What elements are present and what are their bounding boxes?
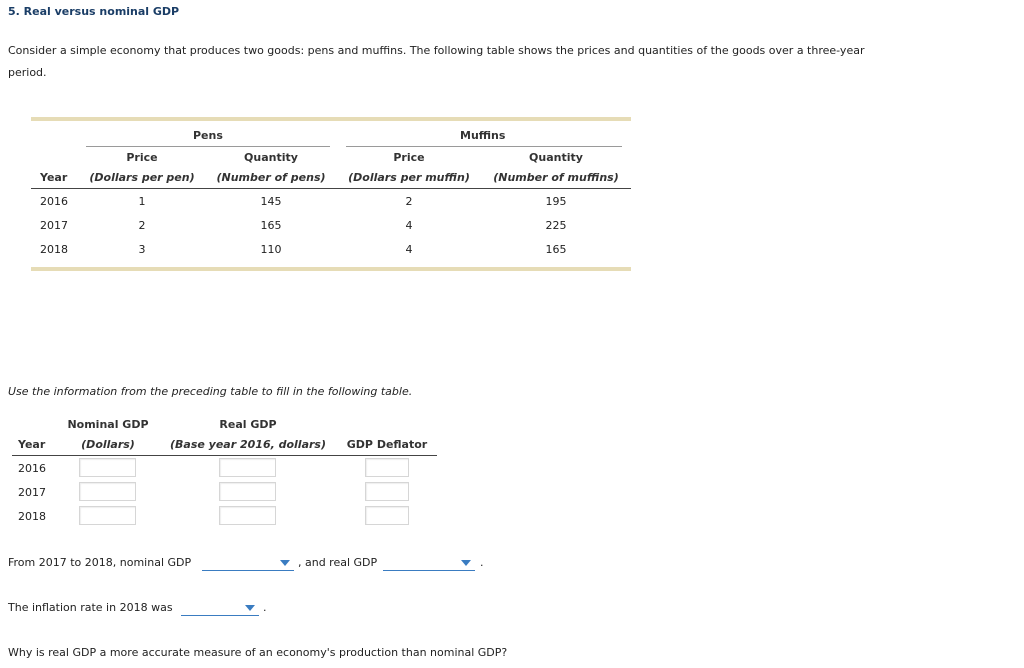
dropdown-arrow-icon [280, 560, 290, 566]
col-real-gdp-unit: (Base year 2016, dollars) [170, 438, 326, 451]
gdp-deflator-2017-input[interactable] [365, 482, 409, 501]
table-bottom-rule [31, 267, 631, 271]
pen-quantity-cell: 145 [260, 195, 282, 208]
instruction-text: Use the information from the preceding table to fill in the following table. [8, 385, 413, 398]
col-muffin-quantity-unit: (Number of muffins) [493, 171, 619, 184]
row-year: 2017 [18, 486, 46, 499]
muffin-quantity-cell: 225 [545, 219, 567, 232]
col-pens-price: Price [126, 151, 158, 164]
header-bottom-rule [31, 188, 631, 189]
real-gdp-2018-input[interactable] [219, 506, 276, 525]
nominal-change-dropdown[interactable] [202, 556, 294, 571]
col-real-gdp: Real GDP [219, 418, 277, 431]
muffin-price-cell: 4 [405, 219, 413, 232]
change-middle: , and real GDP [298, 556, 378, 569]
real-gdp-2017-input[interactable] [219, 482, 276, 501]
col-pens-quantity: Quantity [244, 151, 298, 164]
pen-quantity-cell: 110 [260, 243, 282, 256]
col-muffin-price: Price [393, 151, 425, 164]
row-year: 2018 [40, 243, 68, 256]
nominal-gdp-2018-input[interactable] [79, 506, 136, 525]
gdp-deflator-2016-input[interactable] [365, 458, 409, 477]
pen-price-cell: 2 [138, 219, 146, 232]
intro-text: Consider a simple economy that produces two goods: pens and muffins. The following table shows the prices and quantities of the goods over a three-year period. [8, 44, 865, 79]
question-title: 5. Real versus nominal GDP [8, 5, 180, 18]
gdp-deflator-2018-input[interactable] [365, 506, 409, 525]
inflation-prefix: The inflation rate in 2018 was [8, 601, 173, 614]
dropdown-arrow-icon [461, 560, 471, 566]
real-change-dropdown[interactable] [383, 556, 475, 571]
pens-group-rule [86, 146, 330, 147]
dropdown-arrow-icon [245, 605, 255, 611]
inflation-suffix: . [263, 601, 267, 614]
nominal-gdp-2016-input[interactable] [79, 458, 136, 477]
col-year: Year [40, 171, 68, 184]
nominal-gdp-2017-input[interactable] [79, 482, 136, 501]
muffins-group-rule [346, 146, 622, 147]
row-year: 2017 [40, 219, 68, 232]
table-top-rule [31, 117, 631, 121]
group-header-muffins: Muffins [460, 129, 506, 142]
group-header-pens: Pens [193, 129, 223, 142]
col-year: Year [18, 438, 46, 451]
col-muffin-price-unit: (Dollars per muffin) [348, 171, 470, 184]
col-gdp-deflator: GDP Deflator [346, 438, 428, 451]
muffin-quantity-cell: 195 [545, 195, 567, 208]
why-real-gdp-question: Why is real GDP a more accurate measure of an economy's production than nominal GDP? [8, 646, 508, 659]
pen-quantity-cell: 165 [260, 219, 282, 232]
col-pens-price-unit: (Dollars per pen) [89, 171, 195, 184]
muffin-quantity-cell: 165 [545, 243, 567, 256]
col-nominal-gdp-unit: (Dollars) [81, 438, 135, 451]
gdp-header-rule [12, 455, 437, 456]
change-prefix: From 2017 to 2018, nominal GDP [8, 556, 192, 569]
pen-price-cell: 3 [138, 243, 146, 256]
pen-price-cell: 1 [138, 195, 146, 208]
muffin-price-cell: 2 [405, 195, 413, 208]
col-nominal-gdp: Nominal GDP [67, 418, 149, 431]
inflation-rate-dropdown[interactable] [181, 601, 259, 616]
muffin-price-cell: 4 [405, 243, 413, 256]
col-pens-quantity-unit: (Number of pens) [216, 171, 326, 184]
real-gdp-2016-input[interactable] [219, 458, 276, 477]
row-year: 2018 [18, 510, 46, 523]
row-year: 2016 [18, 462, 46, 475]
row-year: 2016 [40, 195, 68, 208]
change-suffix: . [480, 556, 484, 569]
col-muffin-quantity: Quantity [529, 151, 583, 164]
